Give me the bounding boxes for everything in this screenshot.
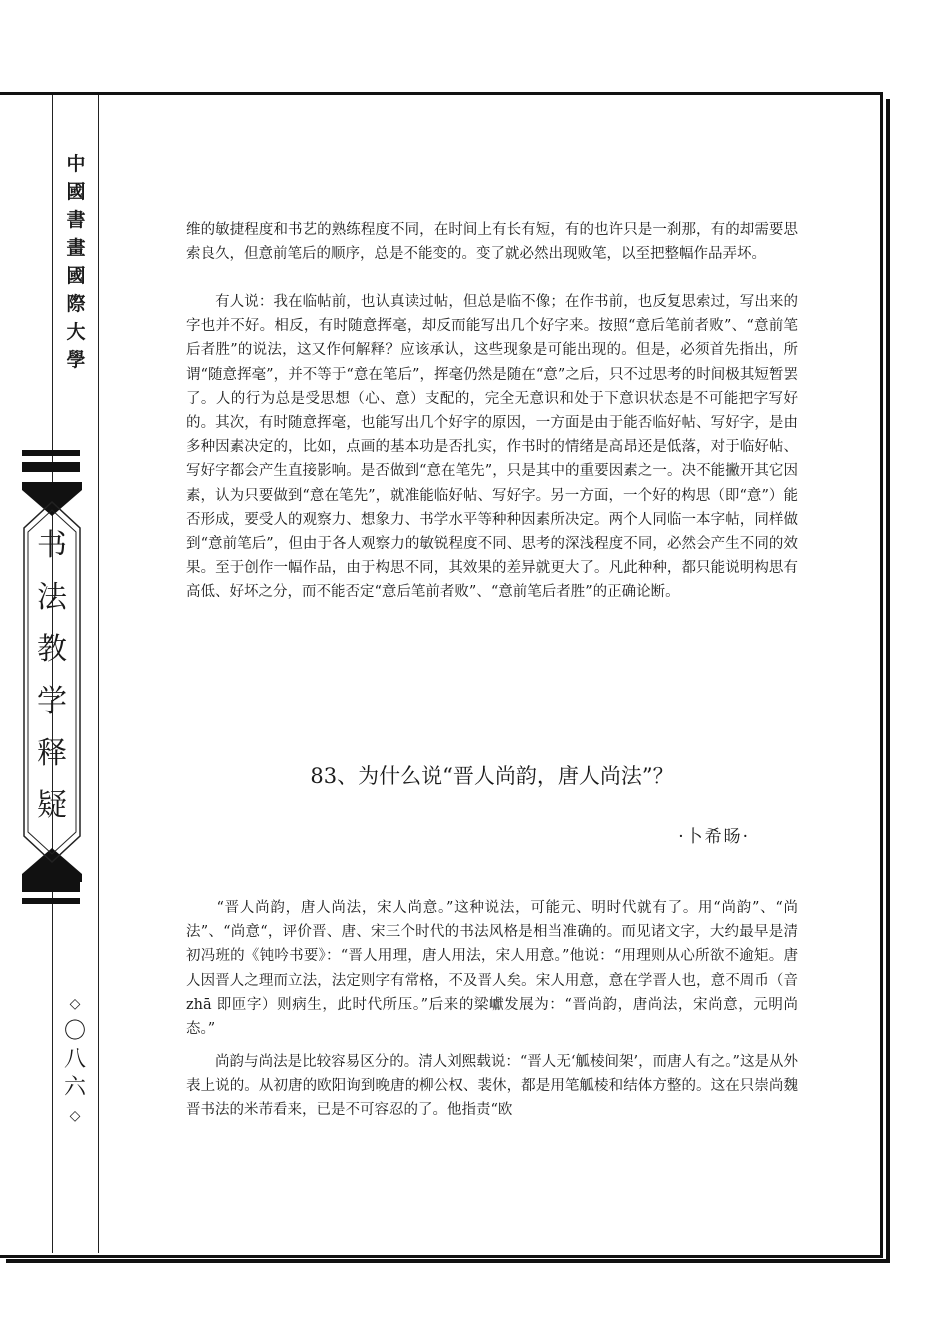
- band-top-1: [22, 450, 80, 456]
- spine-line-right: [98, 95, 99, 1253]
- paragraph-2: 有人说：我在临帖前，也认真读过帖，但总是临不像；在作书前，也反复思索过，写出来的字也并不好。相反，有时随意挥毫，却反而能写出几个好字来。按照“意后笔前者败”、“意前笔后者胜”的说法，这又作何解释？应该承认，这些现象是可能出现的。但是，必须首先指出，所谓“随意挥毫”，并不等于“意在笔后”，挥毫仍然是随在“意”之后，只不过思考的时间极其短暂罢了。人的行为总是受思想（心、意）支配的，完全无意识和处于下意识状态是不可能把字写好的。其次，有时随意挥毫，也能写出几个好字的原因，一方面是由于能否临好帖、写好字，是由多种因素决定的，比如，点画的基本功是否扎实，作书时的情绪是高昂还是低落，对于临好帖、写好字都会产生直接影响。是否做到“意在笔先”，只是其中的重要因素之一。决不能撇开其它因素，认为只要做到“意在笔先”，就准能临好帖、写好字。另一方面，一个好的构思（即“意”）能否形成，要受人的观察力、想象力、书学水平等种种因素所决定。两个人同临一本字帖，同样做到“意前笔后”，但由于各人观察力的敏锐程度不同、思考的深浅程度不同，必然会产生不同的效果。至于创作一幅作品，由于构思不同，其效果的差异就更大了。凡此种种，都只能说明构思有高低、好坏之分，而不能否定“意后笔前者败”、“意前笔后者胜”的正确论断。: [186, 294, 798, 601]
- section-heading: 83、为什么说“晋人尚韵，唐人尚法”？: [310, 764, 674, 788]
- paragraph-3: “晋人尚韵，唐人尚法，宋人尚意。”这种说法，可能元、明时代就有了。用“尚韵”、“尚法”、“尚意“，评价晋、唐、宋三个时代的书法风格是相当准确的。而见诸文字，大约最早是清初冯班的《钝吟书要》：“晋人用理，唐人用法，宋人用意。”他说：“用理则从心所欲不逾矩。唐人因晋人之理而立法，法定则字有常格，不及晋人矣。宋人用意，意在学晋人也，意不周币（音 zhā 即匝字）则病生，此时代所压。”后来的梁巘发展为：“晋尚韵，唐尚法，宋尚意，元明尚态。”: [186, 900, 798, 1038]
- band-top-2: [22, 462, 80, 472]
- band-bottom-2: [22, 898, 80, 904]
- series-title: 中 國 書 畫 國 際 大 學: [66, 153, 86, 371]
- book-title: 书 法 教 学 释 疑: [37, 528, 67, 823]
- paragraph-4: 尚韵与尚法是比较容易区分的。清人刘熙载说：“晋人无‘觚棱间架’，而唐人有之。”这是从外表上说的。从初唐的欧阳询到晚唐的柳公权、裴休，都是用笔觚棱和结体方整的。这在只崇尚魏晋书法的米芾看来，已是不可容忍的了。他指责“欧: [186, 1054, 798, 1119]
- page-number: ◇ 〇 八 六 ◇: [63, 996, 86, 1124]
- paragraph-1: 维的敏捷程度和书艺的熟练程度不同，在时间上有长有短，有的也许只是一刹那，有的却需要思索良久，但意前笔后的顺序，总是不能变的。变了就必然出现败笔，以至把整幅作品弄坏。: [186, 222, 798, 263]
- band-bottom-1: [22, 882, 80, 892]
- author-name: ·卜希旸·: [678, 827, 750, 847]
